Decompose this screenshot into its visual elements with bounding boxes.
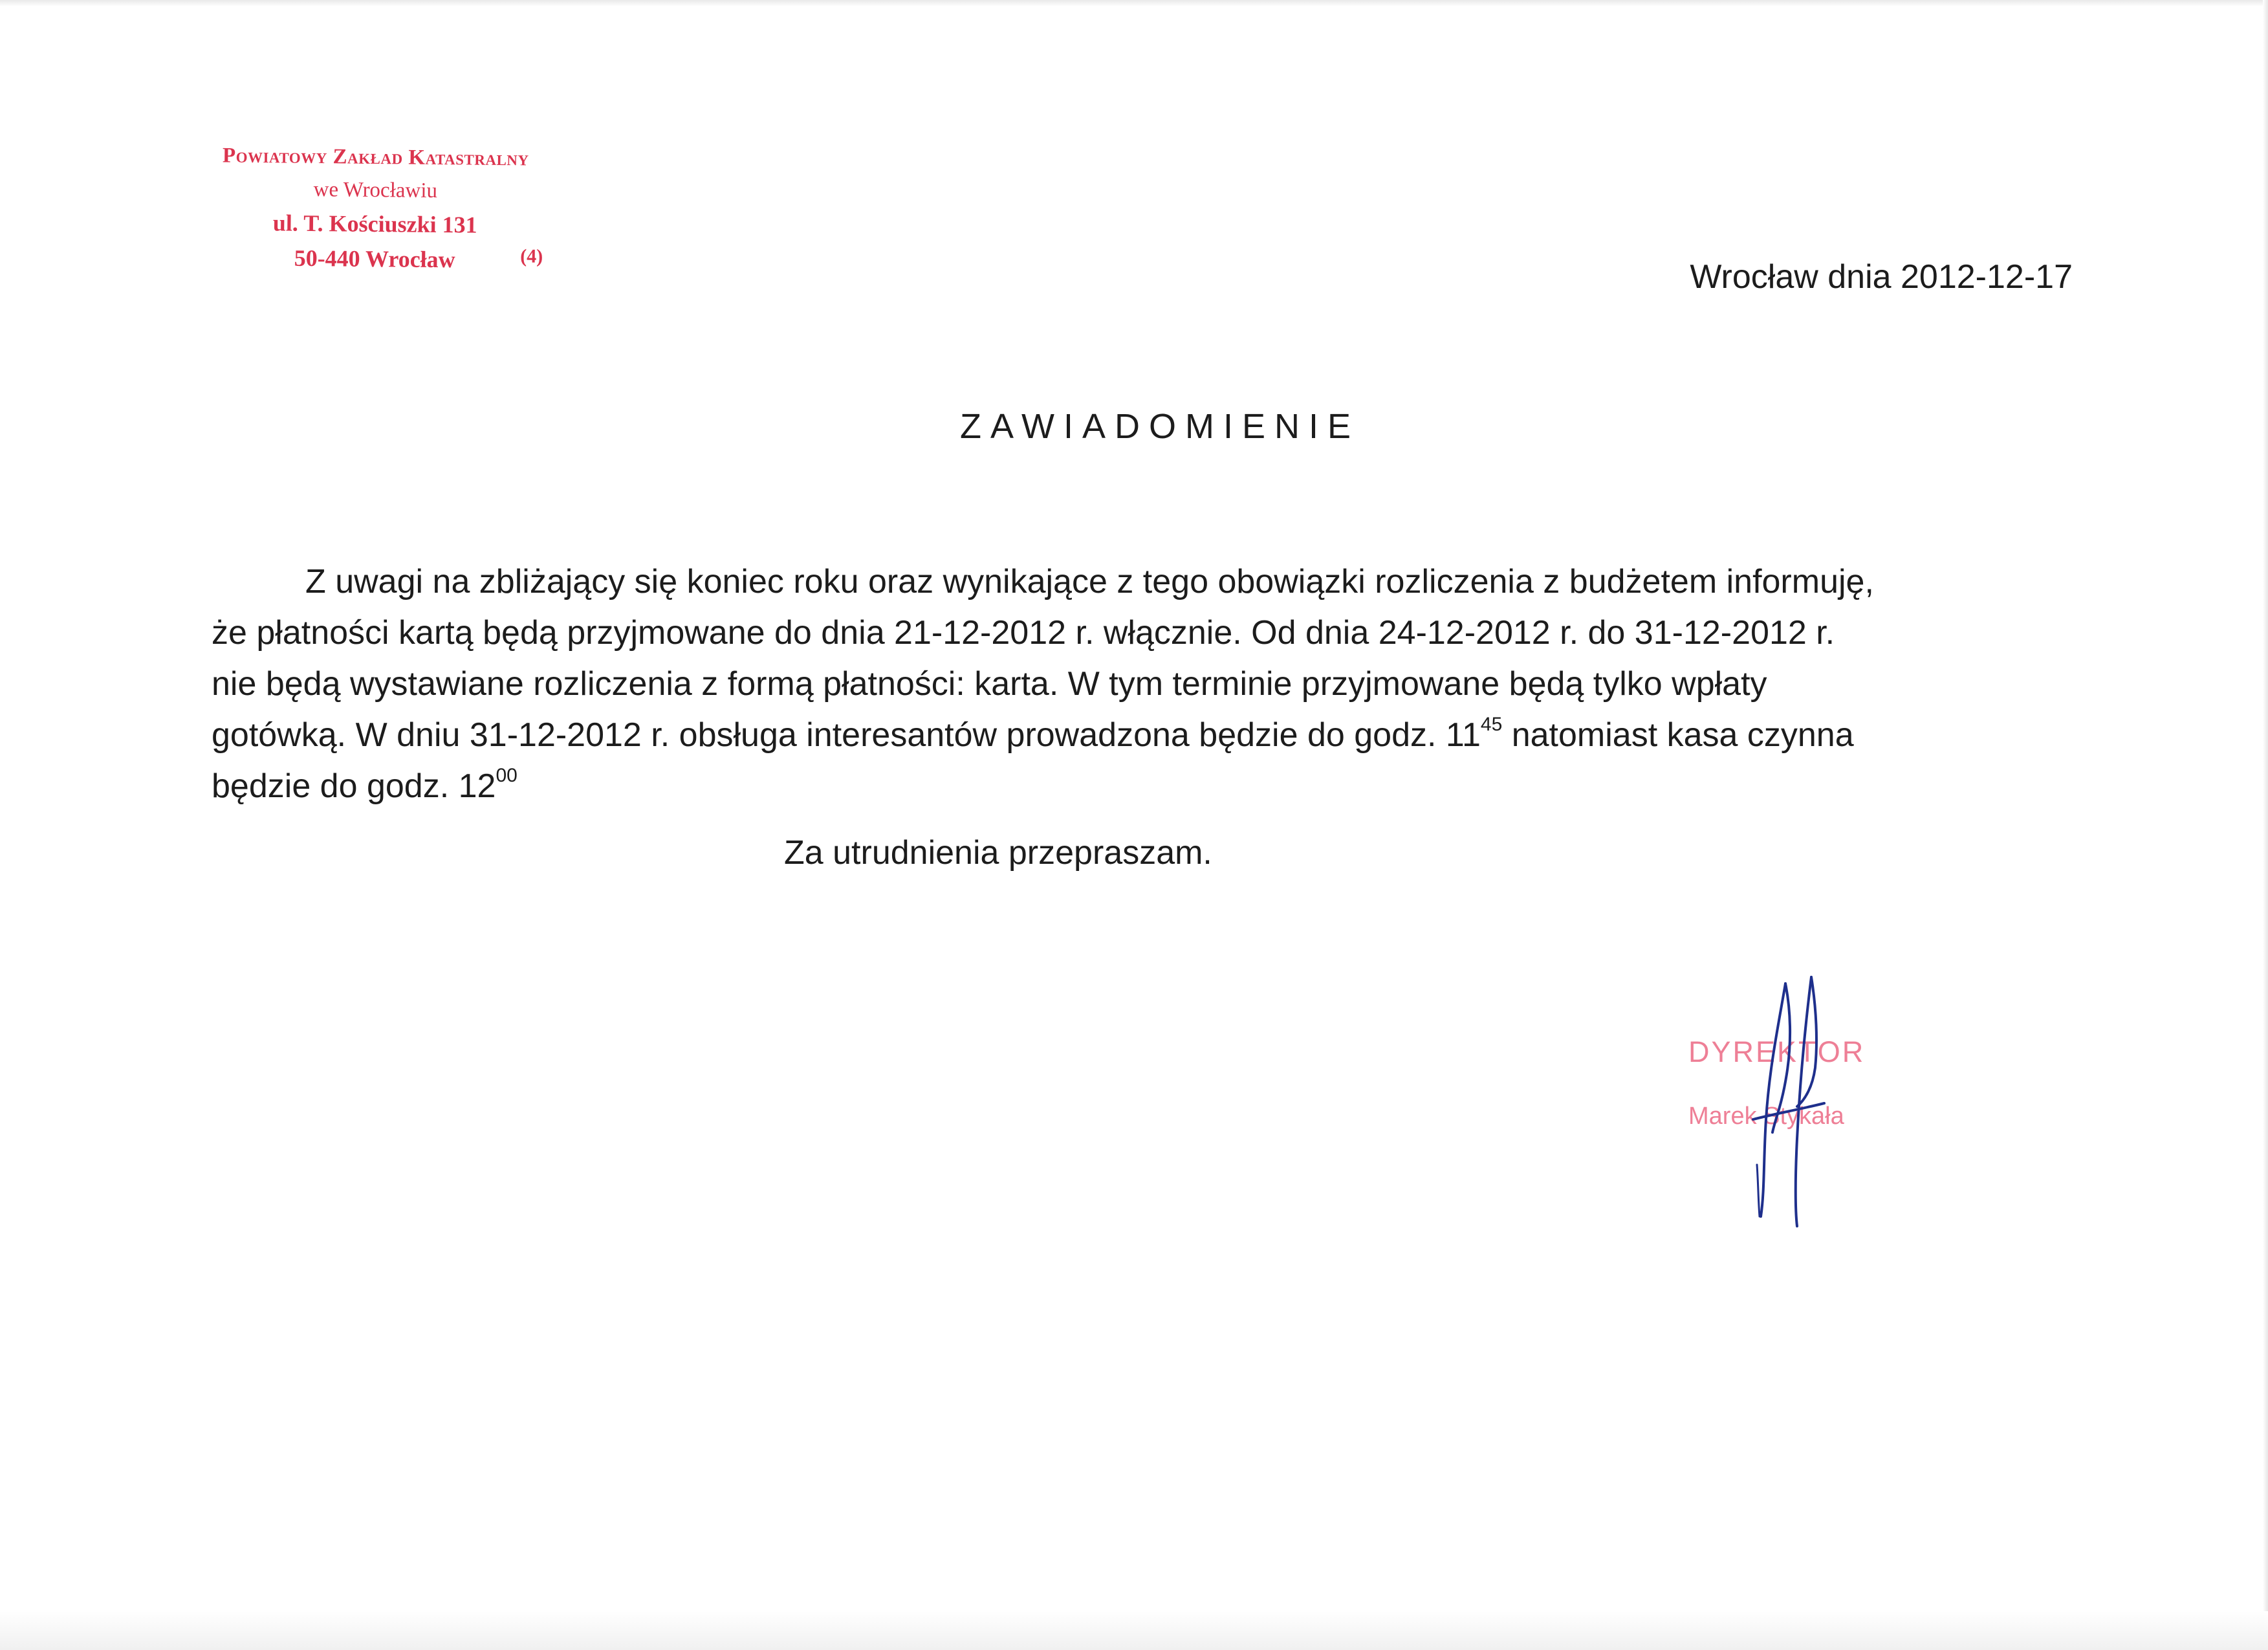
director-title: DYREKTOR (1688, 1035, 1866, 1068)
body-line-text: gotówką. W dniu 31-12-2012 r. obsługa interesantów prowadzona będzie do godz. 11 (212, 716, 1481, 754)
body-line-text: będzie do godz. 12 (212, 767, 496, 805)
place-and-date: Wrocław dnia 2012-12-17 (1690, 258, 2073, 296)
body-line: Z uwagi na zbliżający się koniec roku oraz wynikające z tego obowiązki rozliczenia z budżetem informuję, (305, 563, 1874, 600)
body-line: nie będą wystawiane rozliczenia z formą płatności: karta. W tym terminie przyjmowane będą tylko wpłaty (212, 665, 1767, 703)
stamp-office-name: Powiatowy Zakład Katastralny (222, 144, 529, 171)
body-line (212, 761, 2075, 812)
body-line: że płatności kartą będą przyjmowane do dnia 21-12-2012 r. włącznie. Od dnia 24-12-2012 r. do 31-12-2012 r. (212, 614, 1835, 652)
scan-edge-bottom (0, 1611, 2268, 1650)
time-superscript: 45 (1480, 714, 1503, 735)
document-title: ZAWIADOMIENIE (959, 407, 1360, 446)
director-name: Marek Stykała (1688, 1103, 1844, 1130)
closing-line: Za utrudnienia przepraszam. (784, 834, 1212, 872)
scan-edge-right (2263, 0, 2268, 1650)
handwritten-signature (1714, 971, 1844, 1229)
body-line (212, 710, 2075, 761)
notice-body (212, 556, 2075, 812)
stamp-number: (4) (520, 245, 543, 267)
office-stamp (187, 144, 563, 274)
stamp-postcode: 50-440 Wrocław (294, 245, 455, 273)
stamp-city: we Wrocławiu (313, 178, 438, 203)
stamp-street: ul. T. Kościuszki 131 (272, 210, 477, 238)
time-superscript: 00 (496, 765, 518, 786)
body-line-text: natomiast kasa czynna (1502, 716, 1854, 754)
scan-edge-top (0, 0, 2268, 6)
